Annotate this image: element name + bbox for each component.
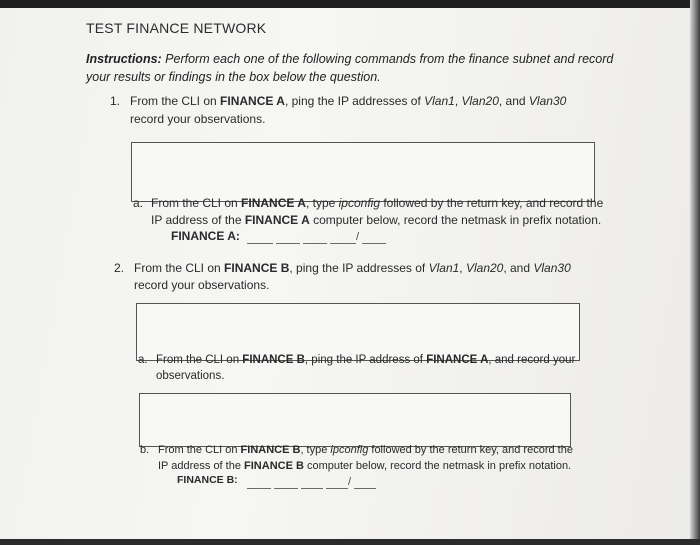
- finance-a-octet-3[interactable]: [303, 243, 327, 244]
- q1-text-a: From the CLI on: [130, 94, 221, 108]
- q2b-line-2: [158, 460, 571, 472]
- q1-vlan20: Vlan20: [461, 94, 499, 108]
- q1-answer-box[interactable]: [131, 142, 595, 202]
- q2-text-b: , ping the IP addresses of: [289, 261, 429, 275]
- finance-b-label: FINANCE B:: [177, 474, 238, 486]
- q2-vlan1: Vlan1: [428, 261, 460, 275]
- q2a-answer-box[interactable]: [139, 393, 571, 447]
- q1-number: 1.: [110, 94, 121, 108]
- q1-vlan30: Vlan30: [528, 94, 567, 108]
- q2-vlan30: Vlan30: [533, 261, 571, 275]
- q2-line-2: record your observations.: [134, 278, 270, 292]
- q2b-host-2: FINANCE B: [244, 460, 304, 472]
- q2b-command: ipconfig: [330, 444, 369, 456]
- q1-line-2: record your observations.: [130, 112, 266, 126]
- finance-b-prefix-slash: /: [348, 476, 352, 488]
- q2-vlan20: Vlan20: [465, 261, 504, 275]
- q2a-text-c: , and record your: [488, 354, 576, 366]
- finance-a-octet-1[interactable]: [247, 243, 273, 244]
- q2b-text-d: IP address of the: [158, 460, 245, 472]
- q2a-line-2: observations.: [156, 370, 225, 382]
- q2a-text-b: , ping the IP address of: [304, 354, 427, 366]
- q1a-line-1: [151, 196, 603, 210]
- q2b-host: FINANCE B: [240, 444, 301, 456]
- q1a-text-a: From the CLI on: [151, 196, 242, 210]
- q1-sep-1: ,: [454, 94, 462, 108]
- finance-a-prefix-slash: /: [356, 231, 360, 243]
- q2b-text-b: , type: [300, 444, 331, 456]
- q1-text-b: , ping the IP addresses of: [284, 94, 425, 108]
- q1a-host: FINANCE A: [241, 196, 306, 210]
- instructions-label: Instructions:: [86, 52, 162, 66]
- finance-a-octet-2[interactable]: [276, 243, 300, 244]
- worksheet-title: TEST FINANCE NETWORK: [86, 20, 267, 36]
- q1a-command: ipconfig: [338, 196, 380, 210]
- photo-edge-bottom: [0, 539, 700, 545]
- q2b-text-e: computer below, record the netmask in prefix notation.: [303, 460, 572, 472]
- finance-b-octet-1[interactable]: [247, 488, 271, 489]
- q2-number: 2.: [114, 261, 125, 275]
- q2a-target: FINANCE A: [426, 354, 489, 366]
- q1a-number: a.: [133, 196, 144, 210]
- instructions-line-1: [86, 52, 613, 66]
- q1-sep-2: , and: [498, 94, 529, 108]
- q2a-number: a.: [138, 354, 148, 366]
- photo-edge-top: [0, 0, 700, 8]
- q2-text-a: From the CLI on: [134, 261, 225, 275]
- photo-edge-right: [690, 0, 700, 545]
- finance-b-prefix[interactable]: [354, 488, 376, 489]
- q1a-text-e: computer below, record the netmask in prefix notation.: [309, 213, 602, 227]
- finance-a-octet-4[interactable]: [330, 243, 356, 244]
- q1a-text-d: IP address of the: [151, 213, 245, 227]
- q2b-line-1: [158, 444, 573, 456]
- q2a-text-a: From the CLI on: [156, 354, 243, 366]
- q2b-text-a: From the CLI on: [158, 444, 241, 456]
- q2b-text-c: followed by the return key, and record the: [368, 444, 573, 456]
- q1-vlan1: Vlan1: [424, 94, 455, 108]
- finance-b-octet-2[interactable]: [274, 488, 298, 489]
- instructions-text-1: Perform each one of the following commands from the finance subnet and record: [161, 52, 614, 66]
- finance-a-prefix[interactable]: [362, 243, 386, 244]
- q2-host: FINANCE B: [224, 261, 290, 275]
- q1a-host-2: FINANCE A: [244, 213, 310, 227]
- q2-line-1: [134, 261, 571, 275]
- finance-b-octet-4[interactable]: [326, 488, 348, 489]
- q1-line-1: [130, 94, 566, 108]
- finance-b-octet-3[interactable]: [301, 488, 323, 489]
- finance-a-label: FINANCE A:: [171, 229, 240, 243]
- q2-sep-1: ,: [459, 261, 466, 275]
- instructions-line-2: your results or findings in the box below the question.: [86, 70, 381, 84]
- q1-host: FINANCE A: [220, 94, 285, 108]
- q1a-line-2: [151, 213, 601, 227]
- q2-answer-box[interactable]: [136, 303, 580, 361]
- q2a-host: FINANCE B: [242, 354, 305, 366]
- q2-sep-2: , and: [503, 261, 534, 275]
- q1a-text-c: followed by the return key, and record the: [380, 196, 604, 210]
- q1a-text-b: , type: [305, 196, 339, 210]
- q2a-line-1: [156, 354, 575, 366]
- q2b-number: b.: [140, 444, 150, 456]
